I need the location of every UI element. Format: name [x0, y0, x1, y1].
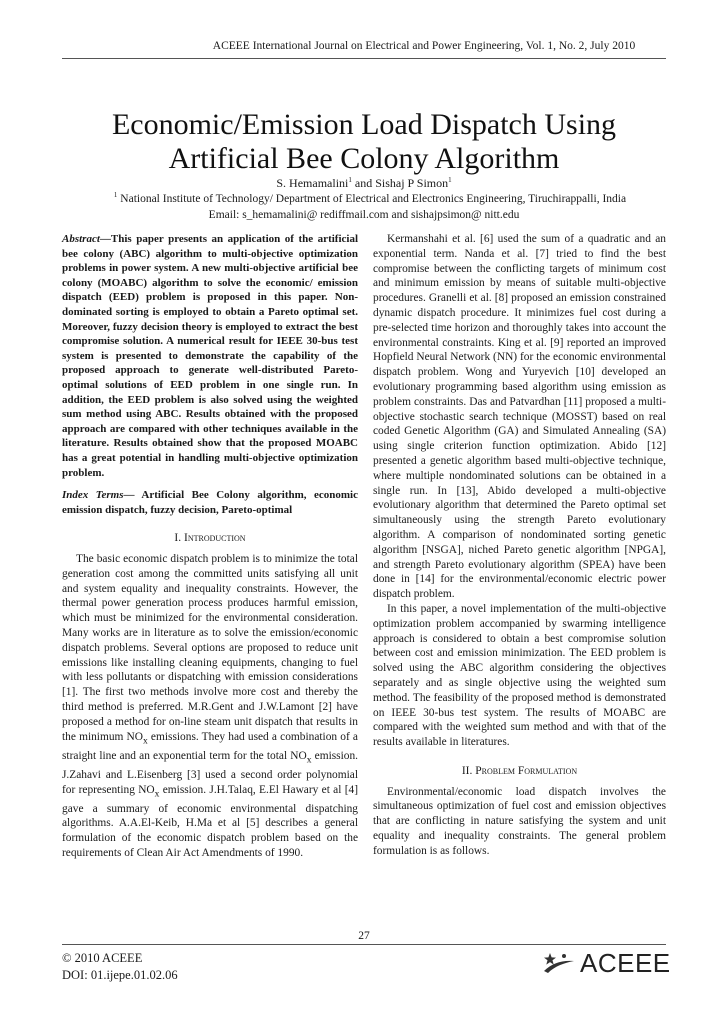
affiliation-text: National Institute of Technology/ Department of Electrical and Electronics Engineering, Tiruchirappalli, India: [120, 193, 627, 205]
author-1: S. Hemamalini: [276, 176, 349, 190]
index-terms: [62, 488, 358, 517]
right-column: [373, 232, 666, 859]
author-1-sup: 1: [348, 176, 352, 184]
title-line-2: Artificial Bee Colony Algorithm: [168, 142, 560, 175]
intro-p1-part-a: The basic economic dispatch problem is to minimize the total generation cost among the committed units satisfying all unit and system equality and inequality constraints. However, the thermal power generation process produces harmful emission, which must be minimized for the environmental consideration. Many works are in literature as to solve the emission/economic dispatch problems. Several options are proposed to reduce unit emissions like installing cleaning equipments, changing to fuel with less pollutants or dispatching with emission considerations [1]. The first two methods involve more cost and thereby the third method is preferred. M.R.Gent and J.W.Lamont [2] have proposed a method for on-line steam unit dispatch that results in the minimum NO: [62, 553, 358, 743]
intro-paragraph-3: In this paper, a novel implementation of the multi-objective optimization problem accompanied by swarming intelligence approach is considered to obtain a best compromise solution between cost and emission minimization. The EED problem is solved using the ABC algorithm considering the objectives separately and as single objective using the weighted sum method. The feasibility of the proposed method is demonstrated on IEEE 30-bus test system. The results of MOABC are compared with the weighted sum method and with that of the results available in literatures.: [373, 602, 666, 749]
copyright: © 2010 ACEEE: [62, 951, 143, 965]
footer-divider: [62, 944, 666, 945]
section-2-numeral: II.: [461, 764, 476, 777]
doi: DOI: 01.ijepe.01.02.06: [62, 968, 178, 982]
aceee-logo: [542, 948, 671, 979]
nox-subscript: x: [306, 755, 312, 765]
intro-p1-part-b: emissions. They had used a combination of a straight line and an exponential term for the total NO: [62, 730, 358, 762]
left-column: [62, 232, 358, 861]
author-2-sup: 1: [448, 176, 452, 184]
header-divider: [62, 58, 666, 59]
swoosh-star-icon: [542, 951, 576, 977]
index-terms-label: Index Terms: [62, 489, 124, 502]
author-email: Email: s_hemamalini@ rediffmail.com and sishajpsimon@ nitt.edu: [208, 209, 520, 221]
footer-left: [62, 950, 178, 984]
intro-paragraph-2: Kermanshahi et al. [6] used the sum of a quadratic and an exponential term. Nanda et al. [7] tried to find the best compromise between the conflicting targets of minimum cost and minimum emission by means of suitable multi-objective procedures. Granelli et al. [8] proposed an emission constrained dynamic dispatch procedure. It minimizes fuel cost during a pre-selected time horizon and thoroughly takes into account the environmental constraints. King et al. [9] reported an improved Hopfield Neural Network (NN) for the economic environmental dispatch problem. Wong and Yuryevich [10] developed an evolutionary programming based algorithm using emission as problem constraints. Das and Patvardhan [11] proposed a multi-objective stochastic search technique (MOSST) based on real coded Genetic Algorithm (GA) and Simulated Annealing (SA) using single criterion function optimization. Abido [12] presented a genetic algorithm based multi-objective technique, where multiple nondominated solutions can be obtained in a single run. In [13], Abido developed a multi-objective evolutionary algorithm that determined the Pareto optimal set simultaneously using the strength Pareto evolutionary algorithm. A comparison of nondominated sorting genetic algorithm [NSGA], niched Pareto genetic algorithm [NPGA], and strength Pareto evolutionary algorithm (SPEA) have been done in [14] for the environmental/economic electric power dispatch problem.: [373, 233, 666, 601]
nox-subscript: x: [143, 735, 148, 746]
authors: [62, 176, 666, 191]
logo-text: ACEEE: [580, 948, 671, 978]
intro-p1-part-c: emission. J.Zahavi and L.Eisenberg [3] used a second order polynomial for representing NO: [62, 749, 359, 796]
section-1-numeral: I.: [174, 532, 184, 545]
abstract-label: Abstract: [62, 233, 100, 245]
formulation-paragraph-1: Environmental/economic load dispatch involves the simultaneous optimization of fuel cost and emission objectives that are conflicting in nature satisfying the system and unit equality and inequality constraints. The general problem formulation is as follows.: [373, 785, 666, 857]
section-2-heading: [373, 764, 666, 779]
section-1-heading: [62, 531, 358, 546]
abstract-text: —This paper presents an application of the artificial bee colony (ABC) algorithm to multi-objective optimization problems in power system. A new multi-objective artificial bee colony (MOABC) algorithm to solve the economic/ emission dispatch (EED) problem is proposed in this paper. Non-dominated sorting is employed to obtain a Pareto optimal set. Moreover, fuzzy decision theory is employed to extract the best compromise solution. A numerical result for IEEE 30-bus test system is presented to demonstrate the capability of the proposed approach to generate well-distributed Pareto-optimal solutions of EED problem in one single run. In addition, the EED problem is also solved using the weighted sum method using ABC. Results obtained with the proposed approach are compared with other techniques available in the literature. Results obtained show that the proposed MOABC has a great potential in handling multi-objective optimization problem.: [62, 233, 358, 479]
abstract: [62, 232, 358, 480]
title-line-1: Economic/Emission Load Dispatch Using: [111, 108, 617, 141]
section-2-title: Problem Formulation: [475, 764, 578, 777]
authors-conjunction: and: [351, 176, 376, 190]
affiliation: [70, 193, 670, 205]
intro-paragraph-1: [62, 552, 358, 861]
paper-title: [62, 108, 666, 176]
affiliation-sup: 1: [113, 191, 118, 200]
page-number: 27: [358, 930, 370, 942]
nox-subscript: x: [154, 788, 160, 799]
journal-header: ACEEE International Journal on Electrical and Power Engineering, Vol. 1, No. 2, July 2010: [212, 40, 636, 52]
index-terms-text: — Artificial Bee Colony algorithm, economic emission dispatch, fuzzy decision, Pareto-optimal: [62, 489, 358, 516]
section-1-title: Introduction: [183, 532, 246, 545]
intro-p1-part-d: emission. J.H.Talaq, E.El Hawary et al [4] gave a summary of economic environmental dispatching algorithms. A.A.El-Keib, H.Ma et al [5] describes a general formulation of the economic dispatch problem based on the requirements of Clean Air Act Amendments of 1990.: [62, 783, 358, 860]
author-2: Sishaj P Simon: [375, 176, 449, 190]
